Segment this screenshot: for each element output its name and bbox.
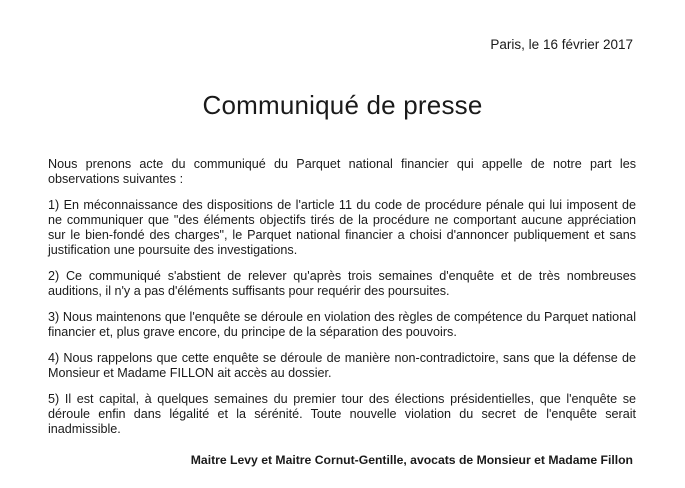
point-3-paragraph: 3) Nous maintenons que l'enquête se déroule en violation des règles de compétence du Parquet national financier et, plus grave encore, du principe de la séparation des pouvoirs. (48, 310, 636, 339)
body-text (48, 157, 636, 448)
intro-paragraph: Nous prenons acte du communiqué du Parquet national financier qui appelle de notre part les observations suivantes : (48, 157, 636, 186)
point-2-paragraph: 2) Ce communiqué s'abstient de relever qu'après trois semaines d'enquête et de très nombreuses auditions, il n'y a pas d'éléments suffisants pour requérir des poursuites. (48, 269, 636, 298)
point-1-paragraph: 1) En méconnaissance des dispositions de l'article 11 du code de procédure pénale qui lui imposent de ne communiquer que "des éléments objectifs tirés de la procédure ne comportant aucune appréciation sur le bien-fondé des charges", le Parquet national financier a choisi d'annoncer publiquement et sans justification une poursuite des investigations. (48, 198, 636, 257)
point-5-paragraph: 5) Il est capital, à quelques semaines du premier tour des élections présidentielles, que l'enquête se déroule enfin dans légalité et la sérénité. Toute nouvelle violation du secret de l'enquête serait inadmissible. (48, 392, 636, 436)
document-title: Communiqué de presse (202, 90, 483, 120)
point-4-paragraph: 4) Nous rappelons que cette enquête se déroule de manière non-contradictoire, sans que la défense de Monsieur et Madame FILLON ait accès au dossier. (48, 351, 636, 380)
signature: Maitre Levy et Maitre Cornut-Gentille, avocats de Monsieur et Madame Fillon (190, 453, 633, 467)
dateline: Paris, le 16 février 2017 (490, 37, 633, 52)
